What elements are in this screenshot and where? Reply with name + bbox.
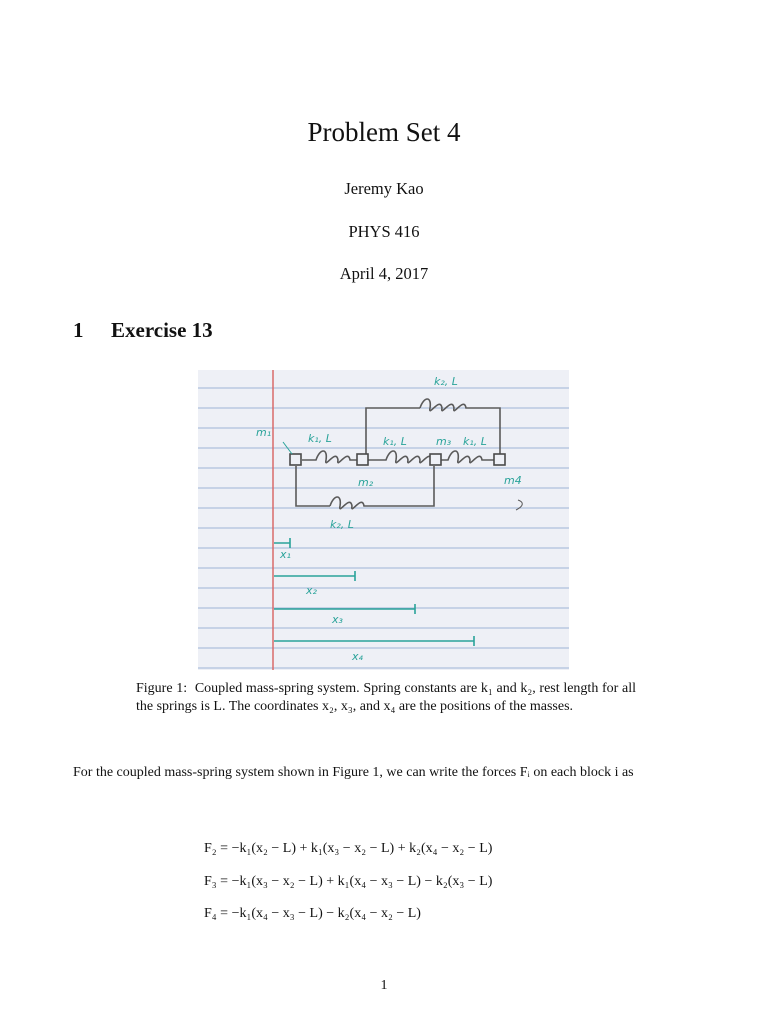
equation-f4: F₄ = −k₁(x₄ − x₃ − L) − k₂(x₄ − x₂ − L) xyxy=(204,906,421,921)
label-k2-top: k₂, L xyxy=(434,375,458,388)
label-k1-b: k₁, L xyxy=(383,435,407,448)
notebook-paper xyxy=(198,370,569,670)
equation-f2: F₂ = −k₁(x₂ − L) + k₁(x₃ − x₂ − L) + k₂(x₄ − x₂ − L) xyxy=(204,841,493,856)
course: PHYS 416 xyxy=(348,222,420,241)
body-paragraph: For the coupled mass-spring system shown in Figure 1, we can write the forces Fᵢ on each block i as xyxy=(73,765,634,780)
mass-m1 xyxy=(290,454,301,465)
figure-caption xyxy=(136,680,636,716)
section-title: Exercise 13 xyxy=(111,318,213,342)
label-k1-a: k₁, L xyxy=(308,432,332,445)
label-m2: m₂ xyxy=(358,476,374,489)
caption-text: Coupled mass-spring system. Spring constants are k₁ and k₂, rest length for all the springs is L. The coordinates x₂, x₃, and x₄ are the positions of the masses. xyxy=(136,681,636,714)
author: Jeremy Kao xyxy=(344,179,424,198)
equation-f3: F₃ = −k₁(x₃ − x₂ − L) + k₁(x₄ − x₃ − L) − k₂(x₃ − L) xyxy=(204,874,493,889)
mass-m2 xyxy=(357,454,368,465)
mass-m4 xyxy=(494,454,505,465)
page-title: Problem Set 4 xyxy=(307,117,461,147)
mass-m3 xyxy=(430,454,441,465)
section-number: 1 xyxy=(73,318,84,342)
figure-mass-spring-sketch xyxy=(198,370,569,670)
label-x3: x₃ xyxy=(332,613,343,626)
label-m1: m₁ xyxy=(256,426,272,439)
date: April 4, 2017 xyxy=(339,264,429,283)
label-x2: x₂ xyxy=(306,584,317,597)
label-x1: x₁ xyxy=(280,548,291,561)
label-k2-bottom: k₂, L xyxy=(330,518,354,531)
caption-label: Figure 1: xyxy=(136,681,188,696)
label-k1-c: k₁, L xyxy=(463,435,487,448)
label-m4: m4 xyxy=(504,474,522,487)
label-x4: x₄ xyxy=(352,650,363,663)
page-number: 1 xyxy=(380,978,388,993)
label-m3: m₃ xyxy=(436,435,452,448)
